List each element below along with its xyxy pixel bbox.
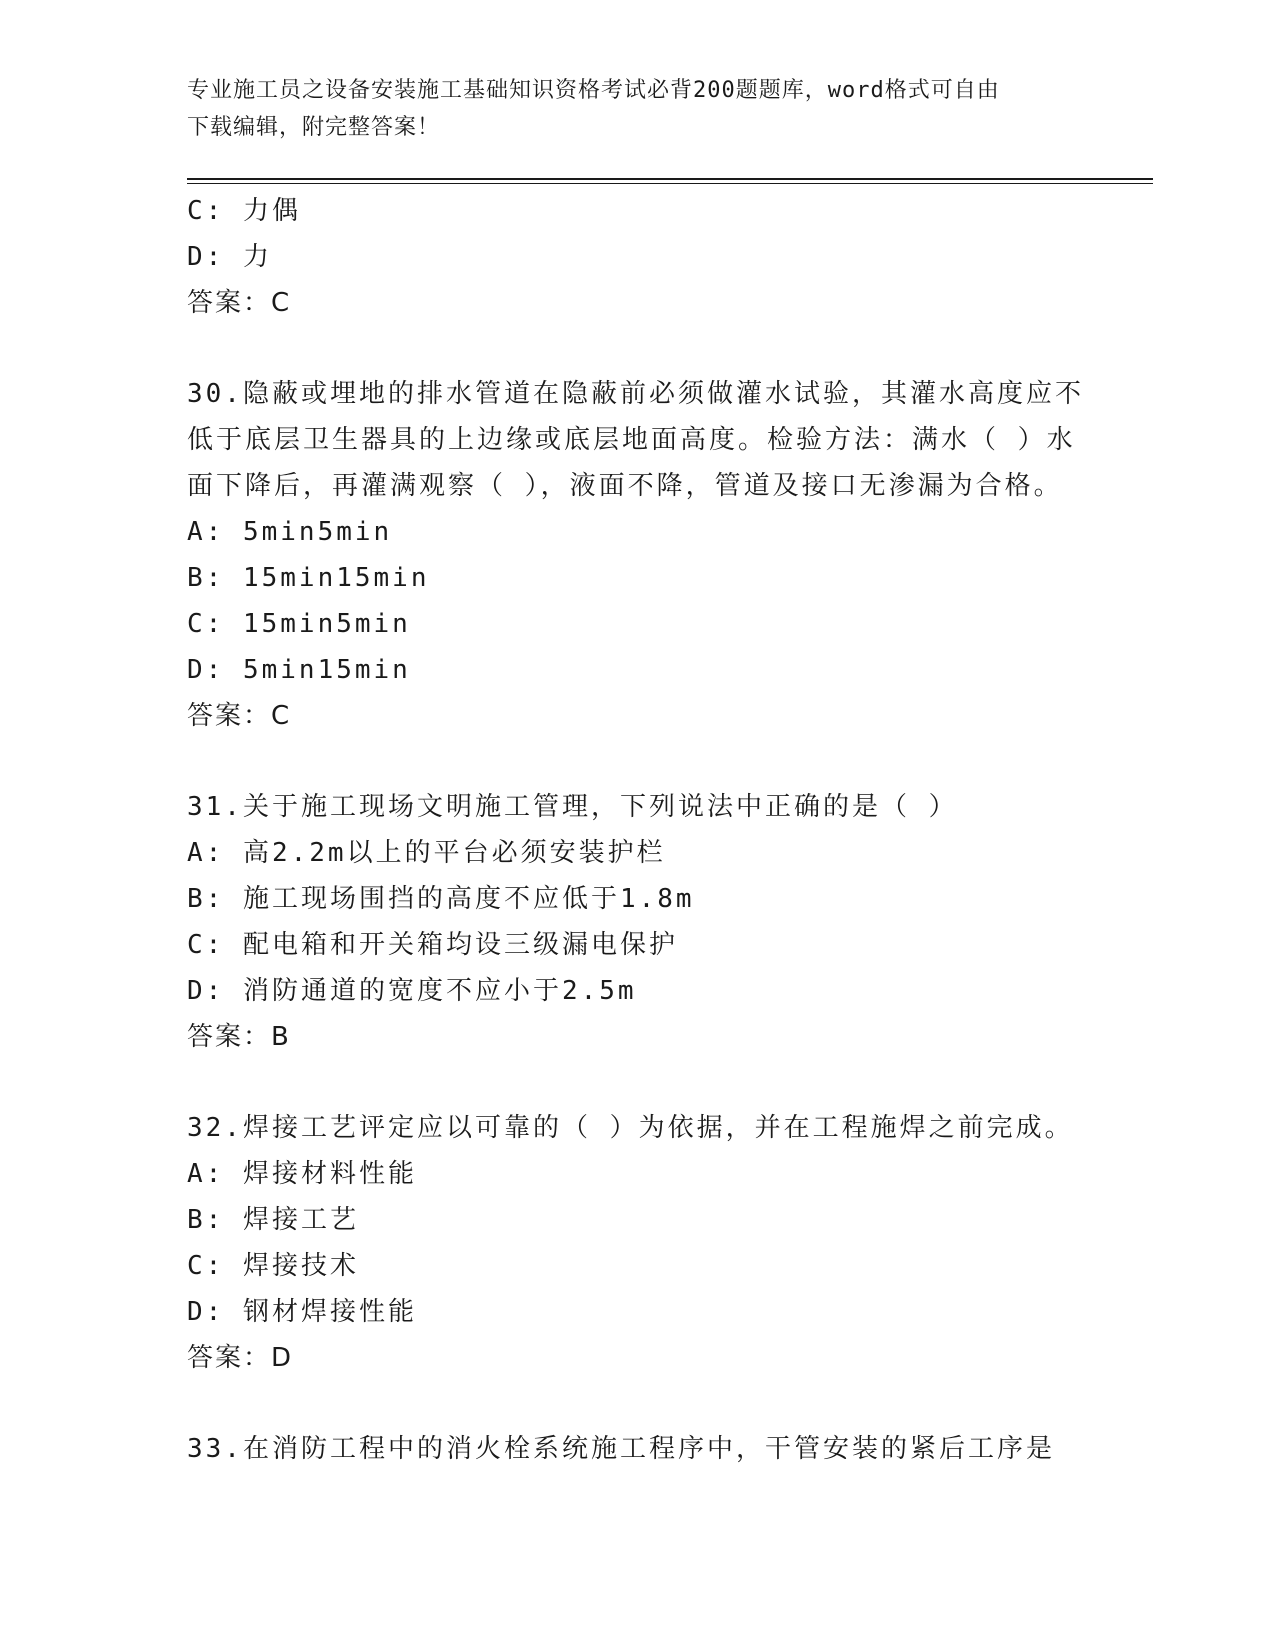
option-c: C: 配电箱和开关箱均设三级漏电保护: [187, 930, 678, 960]
question-stem-line: 33.在消防工程中的消火栓系统施工程序中，干管安装的紧后工序是: [187, 1434, 1055, 1464]
header-divider: [187, 178, 1153, 180]
spacer: [187, 326, 1087, 371]
option-b: B: 施工现场围挡的高度不应低于1.8m: [187, 884, 695, 914]
option-c: C: 15min5min: [187, 609, 411, 639]
option-a: A: 5min5min: [187, 517, 393, 547]
option-b: B: 焊接工艺: [187, 1205, 359, 1235]
option-c: C: 焊接技术: [187, 1251, 359, 1281]
spacer: [187, 1381, 1087, 1426]
question-stem-line: 低于底层卫生器具的上边缘或底层地面高度。检验方法：满水（ ）水: [187, 425, 1076, 455]
answer: 答案：C: [187, 288, 292, 318]
header-divider-thin: [187, 183, 1153, 184]
question-31: [187, 784, 1087, 1060]
answer: 答案：B: [187, 1022, 291, 1052]
question-33: [187, 1426, 1087, 1472]
question-32: [187, 1105, 1087, 1381]
option-d: D: 5min15min: [187, 655, 411, 685]
spacer: [187, 739, 1087, 784]
question-stem-line: 31.关于施工现场文明施工管理，下列说法中正确的是（ ）: [187, 792, 958, 822]
question-29-continued: [187, 188, 1087, 326]
option-d: D: 力: [187, 242, 272, 272]
header-line-2: 下载编辑，附完整答案！: [187, 115, 441, 140]
question-stem-line: 30.隐蔽或埋地的排水管道在隐蔽前必须做灌水试验，其灌水高度应不: [187, 379, 1084, 409]
question-list: [187, 188, 1087, 1472]
answer: 答案：C: [187, 701, 292, 731]
question-stem-line: 面下降后，再灌满观察（ ），液面不降，管道及接口无渗漏为合格。: [187, 471, 1063, 501]
option-a: A: 高2.2m以上的平台必须安装护栏: [187, 838, 666, 868]
document-header: [187, 72, 1077, 146]
option-b: B: 15min15min: [187, 563, 430, 593]
question-30: [187, 371, 1087, 739]
option-d: D: 消防通道的宽度不应小于2.5m: [187, 976, 637, 1006]
option-c: C: 力偶: [187, 196, 301, 226]
spacer: [187, 1060, 1087, 1105]
option-a: A: 焊接材料性能: [187, 1159, 417, 1189]
option-d: D: 钢材焊接性能: [187, 1297, 417, 1327]
question-stem-line: 32.焊接工艺评定应以可靠的（ ）为依据，并在工程施焊之前完成。: [187, 1113, 1074, 1143]
answer: 答案：D: [187, 1343, 294, 1373]
header-line-1: 专业施工员之设备安装施工基础知识资格考试必背200题题库，word格式可自由: [187, 78, 1000, 103]
